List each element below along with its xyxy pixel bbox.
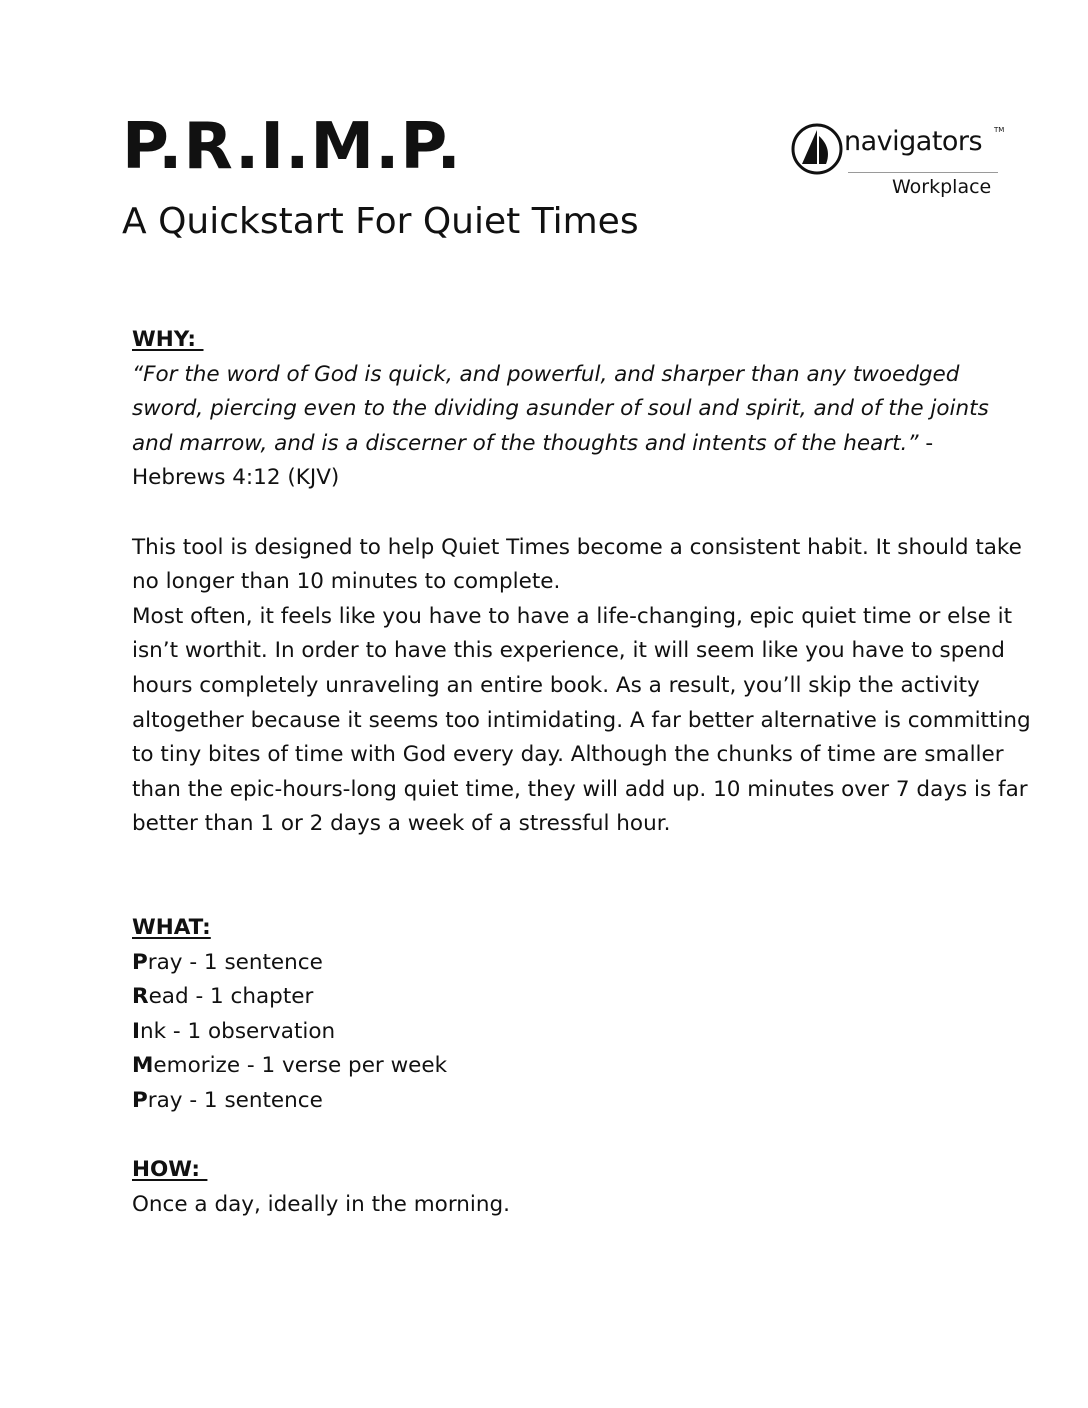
spacer — [132, 1118, 1032, 1153]
sailboat-circle-icon — [790, 122, 844, 176]
why-paragraph-2: Most often, it feels like you have to have a life-changing, epic quiet time or else it isn’t worthit. In order to have this experience, it will seem like you have to spend hours completely unraveling an entire book. As a result, you’ll skip the activity altogether because it seems too intimidating. A far better alternative is committing to tiny bites of time with God every day. Although the chunks of time are smaller than the epic-hours-long quiet time, they will add up. 10 minutes over 7 days is far better than 1 or 2 days a week of a stressful hour. — [132, 603, 1031, 837]
logo-trademark: TM — [994, 126, 1005, 134]
spacer — [132, 496, 1032, 531]
what-heading: WHAT: — [132, 914, 211, 940]
list-item — [132, 946, 1032, 981]
list-item-text: nk - 1 observation — [140, 1018, 336, 1044]
list-item — [132, 1015, 1032, 1050]
list-item-letter: R — [132, 984, 149, 1010]
quote-text: “For the word of God is quick, and powerful, and sharper than any twoedged sword, piercing even to the dividing asunder of soul and spirit, and of the joints and marrow, and is a discerner of the thoughts and intents of the heart.” — [132, 361, 989, 456]
logo-subtitle: Workplace — [892, 176, 992, 198]
how-heading: HOW: — [132, 1157, 208, 1183]
list-item — [132, 980, 1032, 1015]
logo-divider — [848, 172, 998, 173]
why-paragraph-1: This tool is designed to help Quiet Times become a consistent habit. It should take no longer than 10 minutes to complete. — [132, 534, 1022, 595]
document-body — [132, 323, 1032, 1222]
list-item-letter: M — [132, 1053, 154, 1079]
navigators-logo — [788, 120, 1010, 206]
list-item — [132, 1049, 1032, 1084]
page-title: P.R.I.M.P. — [122, 110, 462, 184]
list-item-text: emorize - 1 verse per week — [153, 1053, 448, 1079]
list-item-text: ray - 1 sentence — [147, 949, 323, 975]
list-item-letter: I — [132, 1018, 140, 1044]
scripture-quote — [132, 358, 1032, 496]
list-item-text: ead - 1 chapter — [148, 984, 314, 1010]
how-text: Once a day, ideally in the morning. — [132, 1191, 511, 1217]
spacer — [132, 842, 1032, 911]
list-item-letter: P — [132, 949, 148, 975]
quote-citation: - Hebrews 4:12 (KJV) — [132, 430, 934, 491]
list-item-text: ray - 1 sentence — [147, 1087, 323, 1113]
list-item-letter: P — [132, 1087, 148, 1113]
list-item — [132, 1084, 1032, 1119]
page-subtitle: A Quickstart For Quiet Times — [122, 201, 639, 242]
logo-wordmark: navigators — [844, 126, 983, 157]
why-heading: WHY: — [132, 327, 204, 352]
